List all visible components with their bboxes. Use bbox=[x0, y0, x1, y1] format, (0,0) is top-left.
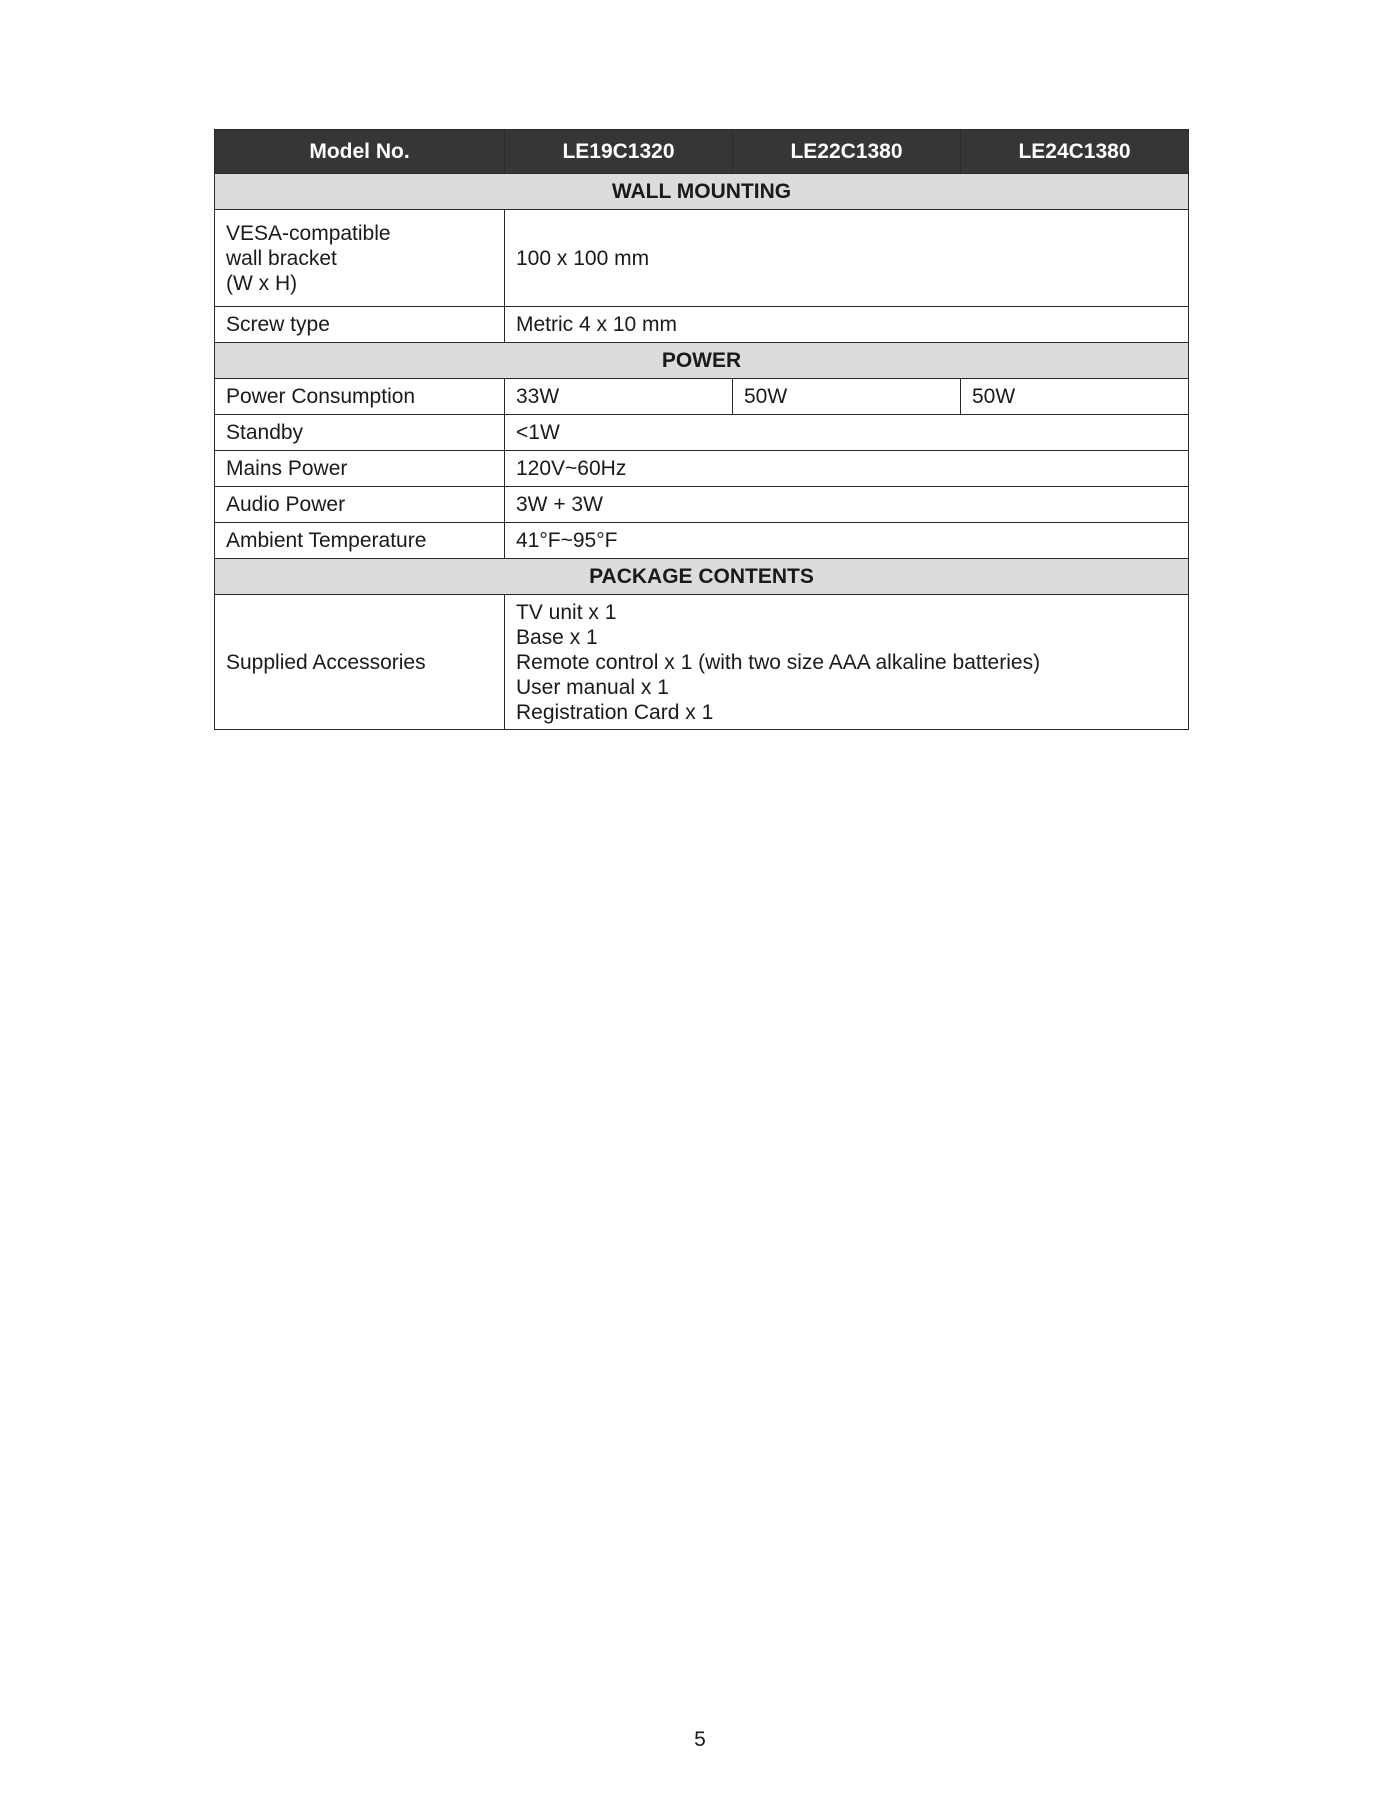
specifications-table bbox=[214, 129, 1189, 730]
table-row-vesa bbox=[215, 210, 1189, 307]
vesa-label-line-1: VESA-compatible bbox=[226, 221, 391, 245]
power-consumption-le24c1380: 50W bbox=[961, 379, 1189, 415]
mains-power-value: 120V~60Hz bbox=[505, 451, 1189, 487]
vesa-label-line-2: wall bracket bbox=[226, 246, 337, 270]
mains-power-label: Mains Power bbox=[215, 451, 505, 487]
table-row-audio-power bbox=[215, 487, 1189, 523]
section-title-power: POWER bbox=[215, 343, 1189, 379]
table-row-power-consumption bbox=[215, 379, 1189, 415]
section-title-package-contents: PACKAGE CONTENTS bbox=[215, 559, 1189, 595]
standby-value: <1W bbox=[505, 415, 1189, 451]
accessory-item: Registration Card x 1 bbox=[516, 700, 714, 724]
accessory-item: Base x 1 bbox=[516, 625, 598, 649]
accessory-item: User manual x 1 bbox=[516, 675, 669, 699]
audio-power-value: 3W + 3W bbox=[505, 487, 1189, 523]
screw-type-value: Metric 4 x 10 mm bbox=[505, 307, 1189, 343]
table-row-screw-type bbox=[215, 307, 1189, 343]
ambient-temperature-value: 41°F~95°F bbox=[505, 523, 1189, 559]
table-row-supplied-accessories bbox=[215, 595, 1189, 730]
power-consumption-le22c1380: 50W bbox=[733, 379, 961, 415]
accessory-item: Remote control x 1 (with two size AAA alkaline batteries) bbox=[516, 650, 1041, 674]
ambient-temperature-label: Ambient Temperature bbox=[215, 523, 505, 559]
vesa-label-line-3: (W x H) bbox=[226, 271, 298, 295]
audio-power-label: Audio Power bbox=[215, 487, 505, 523]
page-number: 5 bbox=[694, 1728, 706, 1751]
section-title-wall-mounting: WALL MOUNTING bbox=[215, 174, 1189, 210]
section-row-package-contents bbox=[215, 559, 1189, 595]
supplied-accessories-list bbox=[505, 595, 1189, 730]
section-row-wall-mounting bbox=[215, 174, 1189, 210]
model-no-header: Model No. bbox=[215, 130, 505, 174]
table-row-standby bbox=[215, 415, 1189, 451]
accessory-item: TV unit x 1 bbox=[516, 600, 617, 624]
table-row-mains-power bbox=[215, 451, 1189, 487]
model-header-le19c1320: LE19C1320 bbox=[505, 130, 733, 174]
screw-type-label: Screw type bbox=[215, 307, 505, 343]
vesa-label bbox=[215, 210, 505, 307]
model-header-le22c1380: LE22C1380 bbox=[733, 130, 961, 174]
power-consumption-le19c1320: 33W bbox=[505, 379, 733, 415]
power-consumption-label: Power Consumption bbox=[215, 379, 505, 415]
model-header-le24c1380: LE24C1380 bbox=[961, 130, 1189, 174]
standby-label: Standby bbox=[215, 415, 505, 451]
vesa-value: 100 x 100 mm bbox=[505, 210, 1189, 307]
table-row-ambient-temperature bbox=[215, 523, 1189, 559]
header-row bbox=[215, 130, 1189, 174]
supplied-accessories-label: Supplied Accessories bbox=[215, 595, 505, 730]
section-row-power bbox=[215, 343, 1189, 379]
